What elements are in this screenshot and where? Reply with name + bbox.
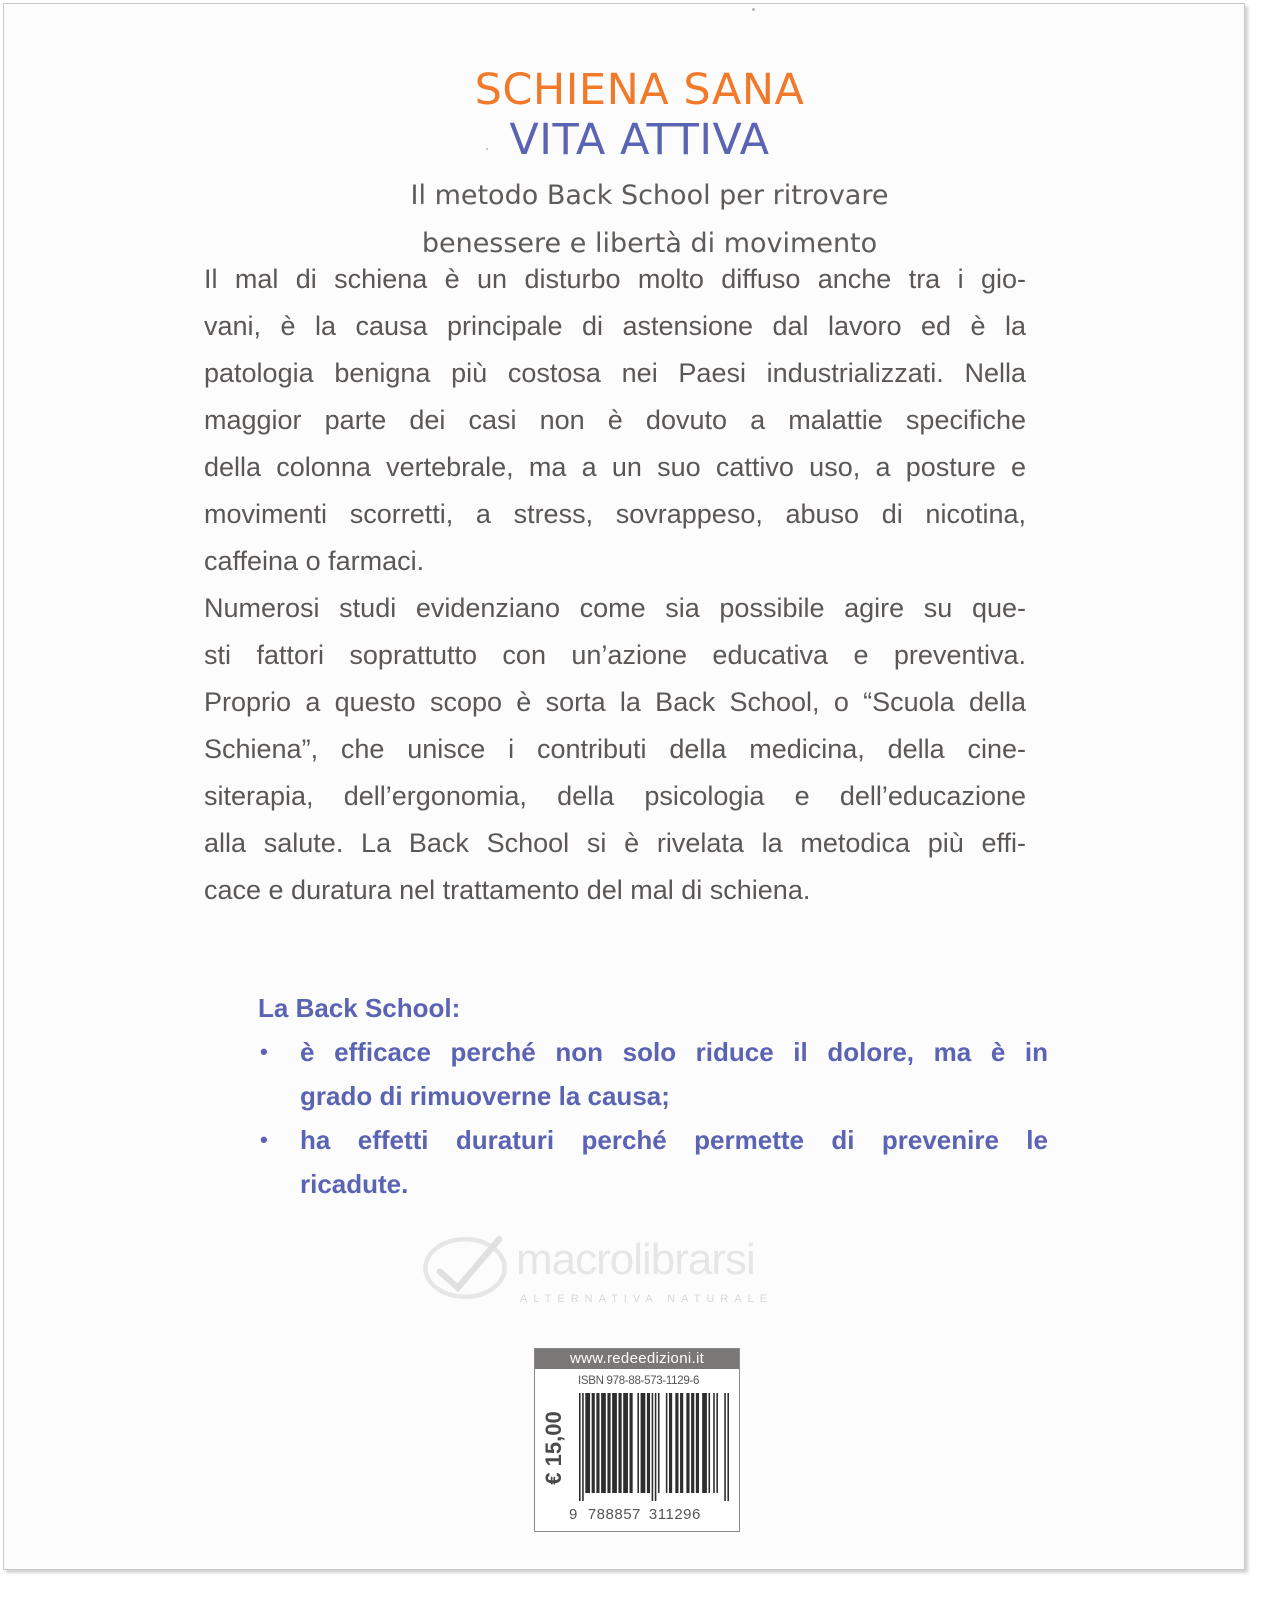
bullet-icon: • xyxy=(260,1039,268,1064)
barcode-bar xyxy=(585,1393,590,1493)
title-line-2: VITA ATTIVA xyxy=(509,115,770,165)
barcode-bar xyxy=(675,1393,678,1493)
barcode-bar xyxy=(601,1393,606,1493)
list-item xyxy=(258,1118,1048,1206)
subtitle-line: benessere e libertà di movimento xyxy=(421,228,878,259)
bullet-icon: • xyxy=(260,1127,268,1152)
ean-group-2: 311296 xyxy=(648,1506,701,1523)
watermark-brand: macrolibrarsi xyxy=(516,1235,755,1284)
list-item-line: è efficace perché non solo riduce il dolore, ma è in xyxy=(300,1037,1048,1067)
body-line: sti fattori soprattutto con un’azione educativa e preventiva. xyxy=(204,640,1026,670)
subtitle xyxy=(15,172,1269,268)
publisher-website: www.redeedizioni.it xyxy=(535,1349,739,1369)
title-line-1: SCHIENA SANA xyxy=(474,65,805,115)
barcode-bar xyxy=(716,1393,718,1493)
isbn-text: ISBN 978-88-573-1129-6 xyxy=(578,1375,700,1387)
barcode-bar xyxy=(696,1393,699,1493)
subtitle-line: Il metodo Back School per ritrovare xyxy=(410,180,889,211)
body-line: caffeina o farmaci. xyxy=(204,546,425,576)
barcode-bar xyxy=(623,1393,628,1493)
body-line: Proprio a questo scopo è sorta la Back School, o “Scuola della xyxy=(204,687,1026,717)
print-speck xyxy=(752,8,755,11)
price-text: € 15,00 xyxy=(541,1411,566,1485)
barcode-bar xyxy=(592,1393,595,1493)
barcode-bar xyxy=(680,1393,683,1493)
body-line: alla salute. La Back School si è rivelata la metodica più effi- xyxy=(204,828,1026,858)
barcode-bar xyxy=(655,1393,657,1501)
barcode-bar xyxy=(618,1393,621,1493)
barcode-bar xyxy=(652,1393,654,1501)
body-line: vani, è la causa principale di astensione dal lavoro ed è la xyxy=(204,311,1026,341)
barcode-bar xyxy=(669,1393,672,1493)
body-line: movimenti scorretti, a stress, sovrappeso, abuso di nicotina, xyxy=(204,499,1026,529)
barcode-bar xyxy=(607,1393,610,1493)
barcode-digits xyxy=(569,1505,701,1525)
watermark-tagline: ALTERNATIVA NATURALE xyxy=(520,1293,774,1305)
barcode-bar xyxy=(630,1393,633,1493)
body-line: Numerosi studi evidenziano come sia possibile agire su que- xyxy=(204,593,1026,623)
barcode-bar xyxy=(724,1393,726,1501)
list-item xyxy=(258,1030,1048,1118)
body-line: Schiena”, che unisce i contributi della medicina, della cine- xyxy=(204,734,1026,764)
barcode-bar xyxy=(582,1393,584,1501)
body-line: maggior parte dei casi non è dovuto a malattie specifiche xyxy=(204,405,1026,435)
ean-first-digit: 9 xyxy=(569,1506,578,1523)
body-line: cace e duratura nel trattamento del mal di schiena. xyxy=(204,875,811,905)
list-heading: La Back School: xyxy=(258,993,461,1023)
barcode-bar xyxy=(691,1393,694,1493)
barcode-bar xyxy=(579,1393,581,1501)
body-line: Il mal di schiena è un disturbo molto diffuso anche tra i gio- xyxy=(204,264,1026,294)
barcode-bar xyxy=(612,1393,617,1493)
barcode-bar xyxy=(647,1393,650,1493)
barcode-bars xyxy=(579,1393,729,1501)
barcode-bar xyxy=(596,1393,599,1493)
price-label xyxy=(541,1393,567,1503)
description-body xyxy=(204,256,1026,914)
barcode-bar xyxy=(713,1393,715,1493)
list-item-line: ricadute. xyxy=(300,1169,409,1199)
body-line: patologia benigna più costosa nei Paesi industrializzati. Nella xyxy=(204,358,1026,388)
barcode-bar xyxy=(637,1393,639,1493)
benefits-list xyxy=(258,986,1048,1206)
ean-group-1: 788857 xyxy=(587,1506,641,1523)
barcode-bar xyxy=(686,1393,689,1493)
list-item-line: ha effetti duraturi perché permette di prevenire le xyxy=(300,1125,1048,1155)
list-item-line: grado di rimuoverne la causa; xyxy=(300,1081,670,1111)
barcode-bar xyxy=(727,1393,729,1501)
barcode-bar xyxy=(708,1393,710,1493)
body-line: della colonna vertebrale, ma a un suo cattivo uso, a posture e xyxy=(204,452,1026,482)
barcode-bar xyxy=(702,1393,707,1493)
barcode-bar xyxy=(666,1393,668,1493)
barcode-label xyxy=(534,1348,740,1532)
barcode-bar xyxy=(658,1393,660,1493)
barcode-bar xyxy=(641,1393,646,1493)
body-line: siterapia, dell’ergonomia, della psicologia e dell’educazione xyxy=(204,781,1026,811)
